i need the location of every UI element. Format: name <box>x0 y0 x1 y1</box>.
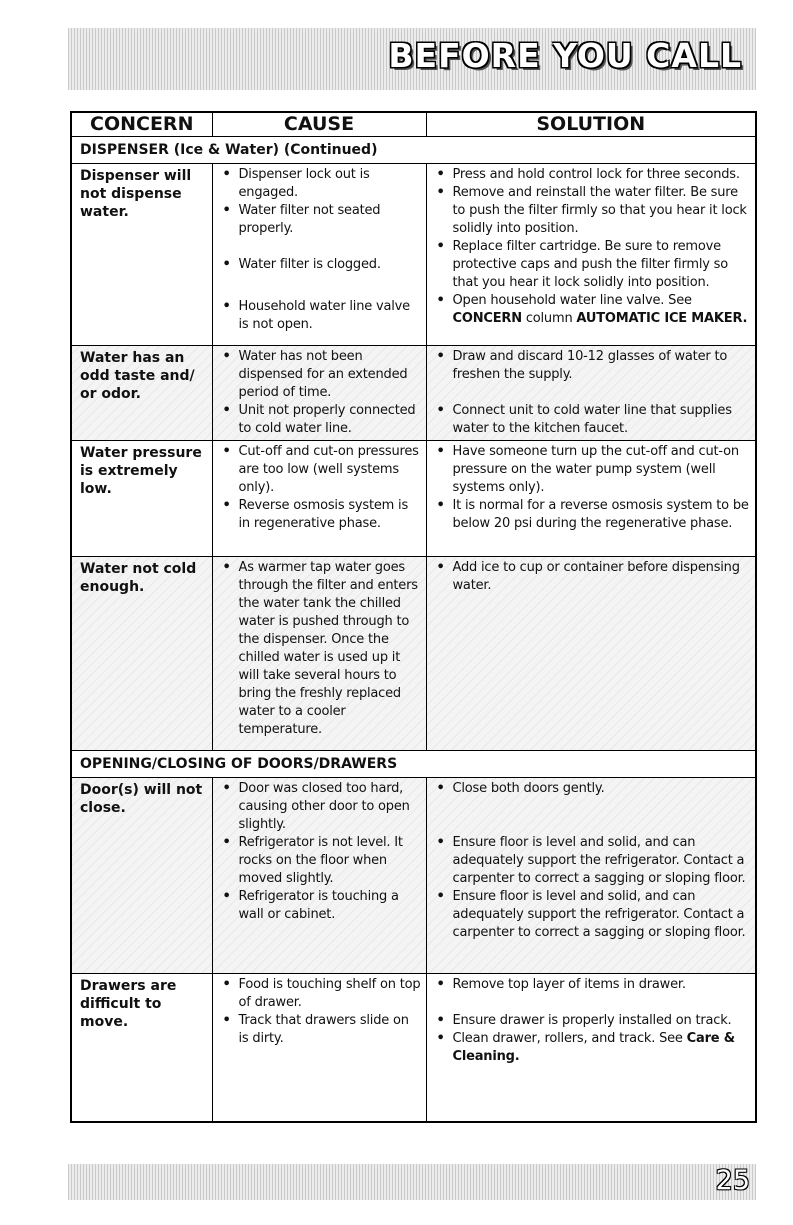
solution-item: • Press and hold control lock for three seconds. <box>433 166 752 184</box>
cause-item: • Food is touching shelf on top of drawer. <box>219 976 422 1012</box>
troubleshooting-table <box>70 111 757 1123</box>
concern-cell: Water not cold enough. <box>71 557 212 751</box>
solution-text: Open household water line valve. See <box>452 293 692 308</box>
solution-cell <box>426 441 756 557</box>
cause-item: • Reverse osmosis system is in regenerative phase. <box>219 497 422 533</box>
cause-cell <box>212 346 426 441</box>
cause-item: • Door was closed too hard, causing other door to open slightly. <box>219 780 422 834</box>
cause-item: • Cut-off and cut-on pressures are too low (well systems only). <box>219 443 422 497</box>
table-row <box>71 778 756 974</box>
cause-item: • Water filter is clogged. <box>219 256 422 274</box>
cause-item: • Household water line valve is not open. <box>219 298 422 334</box>
table-row <box>71 164 756 346</box>
column-header-row <box>71 112 756 137</box>
solution-cell <box>426 778 756 974</box>
solution-item: • It is normal for a reverse osmosis system to be below 20 psi during the regenerative phase. <box>433 497 752 533</box>
cause-item: • Water has not been dispensed for an extended period of time. <box>219 348 422 402</box>
page-number: 25 <box>715 1165 750 1196</box>
solution-cell <box>426 974 756 1122</box>
column-header-solution: SOLUTION <box>426 112 756 137</box>
concern-cell: Dispenser will not dispense water. <box>71 164 212 346</box>
concern-cell: Water pressure is extremely low. <box>71 441 212 557</box>
cross-reference-ice-maker: AUTOMATIC ICE MAKER. <box>576 311 748 326</box>
solution-item: • Remove top layer of items in drawer. <box>433 976 752 994</box>
cause-cell <box>212 778 426 974</box>
solution-text: column <box>521 311 577 326</box>
cause-item: • Unit not properly connected to cold water line. <box>219 402 422 438</box>
solution-item: • Replace filter cartridge. Be sure to remove protective caps and push the filter firmly so that you hear it lock solidly into position. <box>433 238 752 292</box>
solution-item: • Ensure drawer is properly installed on track. <box>433 1012 752 1030</box>
cause-cell <box>212 557 426 751</box>
solution-item: • Close both doors gently. <box>433 780 752 798</box>
solution-text: Clean drawer, rollers, and track. See <box>452 1031 687 1046</box>
column-header-cause: CAUSE <box>212 112 426 137</box>
cross-reference-care-cleaning: Care & Cleaning <box>452 1031 735 1064</box>
solution-cell <box>426 557 756 751</box>
solution-cell <box>426 164 756 346</box>
column-header-concern: CONCERN <box>71 112 212 137</box>
solution-item <box>433 1030 752 1066</box>
cause-cell <box>212 164 426 346</box>
cause-cell <box>212 974 426 1122</box>
solution-cell <box>426 346 756 441</box>
solution-text: . <box>514 1049 520 1064</box>
table-row <box>71 346 756 441</box>
cause-item: • Dispenser lock out is engaged. <box>219 166 422 202</box>
cause-item: • Refrigerator is not level. It rocks on the floor when moved slightly. <box>219 834 422 888</box>
section-title-dispenser: DISPENSER (Ice & Water) (Continued) <box>71 137 756 164</box>
header-banner <box>68 28 756 90</box>
solution-item <box>433 292 752 328</box>
concern-cell: Drawers are difficult to move. <box>71 974 212 1122</box>
footer-banner <box>68 1164 756 1200</box>
section-header-row <box>71 137 756 164</box>
section-title-doors-drawers: OPENING/CLOSING OF DOORS/DRAWERS <box>71 751 756 778</box>
concern-cell: Door(s) will not close. <box>71 778 212 974</box>
table-row <box>71 557 756 751</box>
solution-item: • Ensure floor is level and solid, and can adequately support the refrigerator. Contact a carpenter to correct a sagging or sloping floor. <box>433 834 752 888</box>
solution-item: • Have someone turn up the cut-off and cut-on pressure on the water pump system (well systems only). <box>433 443 752 497</box>
solution-item: • Remove and reinstall the water filter. Be sure to push the filter firmly so that you hear it lock solidly into position. <box>433 184 752 238</box>
solution-item: • Draw and discard 10-12 glasses of water to freshen the supply. <box>433 348 752 384</box>
solution-item: • Ensure floor is level and solid, and can adequately support the refrigerator. Contact a carpenter to correct a sagging or sloping floor. <box>433 888 752 942</box>
page-title: BEFORE YOU CALL <box>388 36 742 75</box>
solution-item: • Add ice to cup or container before dispensing water. <box>433 559 752 595</box>
cause-item: • As warmer tap water goes through the filter and enters the water tank the chilled water is pushed through to the dispenser. Once the chilled water is used up it will take several hours to bring the freshly replaced water to a cooler temperature. <box>219 559 422 739</box>
section-header-row <box>71 751 756 778</box>
solution-item: • Connect unit to cold water line that supplies water to the kitchen faucet. <box>433 402 752 438</box>
cause-item: • Track that drawers slide on is dirty. <box>219 1012 422 1048</box>
cause-cell <box>212 441 426 557</box>
cross-reference-concern: CONCERN <box>452 311 522 326</box>
table-row <box>71 441 756 557</box>
concern-cell: Water has an odd taste and/ or odor. <box>71 346 212 441</box>
table-row <box>71 974 756 1122</box>
cause-item: • Water filter not seated properly. <box>219 202 422 238</box>
cause-item: • Refrigerator is touching a wall or cabinet. <box>219 888 422 924</box>
